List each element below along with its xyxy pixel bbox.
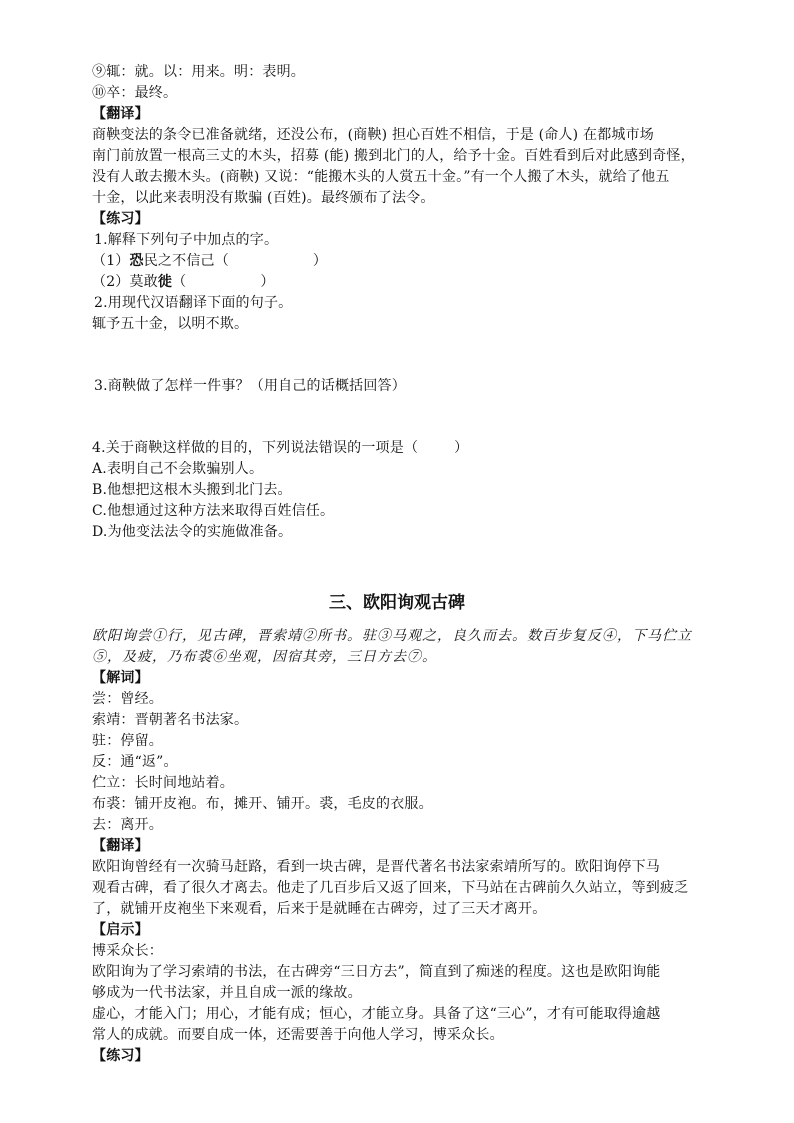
question-2-sentence: 辄予五十金，以明不欺。 xyxy=(92,316,249,332)
section-title: 三、欧阳询观古碑 xyxy=(329,593,465,613)
option-b: B.他想把这根木头搬到北门去。 xyxy=(92,482,292,498)
note-9: ⑨辄：就。以：用来。明：表明。 xyxy=(92,64,305,80)
vocab-item: 去：离开。 xyxy=(92,817,163,833)
insight-line: 常人的成就。而要自成一体，还需要善于向他人学习，博采众长。 xyxy=(92,1027,504,1043)
vocab-item: 伫立：长时间地站着。 xyxy=(92,775,234,791)
translation-header: 【翻译】 xyxy=(92,838,149,854)
insight-line: 够成为一代书法家，并且自成一派的缘故。 xyxy=(92,985,362,1001)
item-prefix: （1） xyxy=(92,253,130,269)
translation-line: 观看古碑，看了很久才离去。他走了几百步后又返了回来，下马站在古碑前久久站立，等到疲乏 xyxy=(92,880,689,896)
vocab-item: 索靖：晋朝著名书法家。 xyxy=(92,712,249,728)
translation-line: 商鞅变法的条令已准备就绪，还没公布，(商鞅) 担心百姓不相信，于是 (命人) 在都城市场 xyxy=(92,127,654,143)
vocab-item: 布裘：铺开皮袍。布，摊开、铺开。裘，毛皮的衣服。 xyxy=(92,796,433,812)
question-4 xyxy=(92,438,468,459)
dotted-char: 恐 xyxy=(129,253,144,269)
vocab-item: 驻：停留。 xyxy=(92,733,163,749)
vocab-item: 反：通“返”。 xyxy=(92,754,178,770)
item-text: 民之不信己（ xyxy=(143,253,229,269)
item-close: ） xyxy=(312,253,328,269)
insight-line: 欧阳询为了学习索靖的书法，在古碑旁“三日方去”，简直到了痴迷的程度。这也是欧阳询能 xyxy=(92,964,661,980)
option-a: A.表明自己不会欺骗别人。 xyxy=(92,461,264,477)
vocab-item: 尝：曾经。 xyxy=(92,691,163,707)
question-4-close: ） xyxy=(454,440,469,456)
note-10: ⑩卒：最终。 xyxy=(92,85,178,101)
translation-line: 了，就铺开皮袍坐下来观看，后来于是就睡在古碑旁，过了三天才离开。 xyxy=(92,901,547,917)
classical-text-line: 欧阳询尝①行，见古碑，晋索靖②所书。驻③马观之，良久而去。数百步复反④，下马伫立 xyxy=(92,628,692,644)
translation-line: 十金，以此来表明没有欺骗 (百姓)。最终颁布了法令。 xyxy=(92,190,435,206)
item-text: （ xyxy=(172,274,187,290)
translation-line: 欧阳询曾经有一次骑马赶路，看到一块古碑，是晋代著名书法家索靖所写的。欧阳询停下马 xyxy=(92,859,660,875)
translation-header: 【翻译】 xyxy=(92,106,149,122)
item-prefix: （2）莫敢 xyxy=(92,274,158,290)
translation-line: 南门前放置一根高三丈的木头，招募 (能) 搬到北门的人，给予十金。百姓看到后对此感到奇怪， xyxy=(92,148,695,164)
option-d: D.为他变法法令的实施做准备。 xyxy=(92,524,293,540)
question-3: 3.商鞅做了怎样一件事？（用自己的话概括回答） xyxy=(94,378,406,394)
question-1: 1.解释下列句子中加点的字。 xyxy=(94,232,279,248)
question-1-item-1 xyxy=(92,251,327,272)
insight-line: 虚心，才能入门；用心，才能有成；恒心，才能立身。具备了这“三心”，才有可能取得逾越 xyxy=(92,1006,661,1022)
item-close: ） xyxy=(260,274,275,290)
insight-header: 【启示】 xyxy=(92,922,149,938)
insight-line: 博采众长： xyxy=(92,943,163,959)
vocab-header: 【解词】 xyxy=(92,670,149,686)
translation-line: 没有人敢去搬木头。(商鞅) 又说：“能搬木头的人赏五十金。”有一个人搬了木头，就给了他五 xyxy=(92,169,670,185)
question-4-stem: 4.关于商鞅这样做的目的，下列说法错误的一项是（ xyxy=(92,440,419,456)
exercise-header: 【练习】 xyxy=(92,211,149,227)
question-2: 2.用现代汉语翻译下面的句子。 xyxy=(94,295,293,311)
question-1-item-2 xyxy=(92,272,275,293)
exercise-header: 【练习】 xyxy=(92,1048,149,1064)
classical-text-line: ⑤，及疲，乃布裘⑥坐观，因宿其旁，三日方去⑦。 xyxy=(92,649,437,665)
dotted-char: 徙 xyxy=(157,274,173,290)
option-c: C.他想通过这种方法来取得百姓信任。 xyxy=(92,503,335,519)
